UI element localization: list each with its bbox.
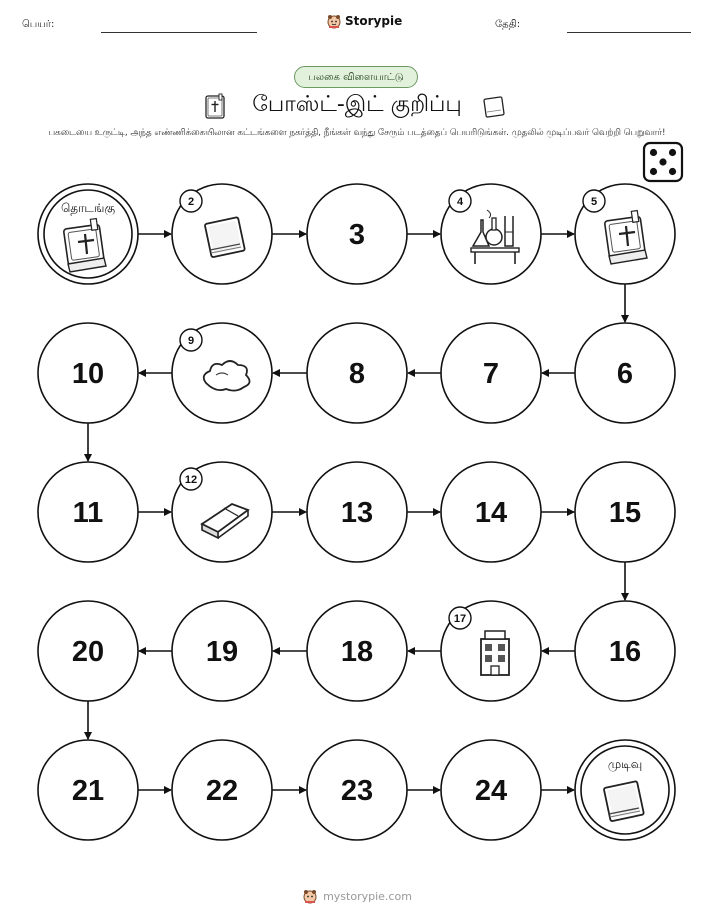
board-space-7[interactable] (441, 323, 541, 423)
finish-label: முடிவு (607, 757, 643, 771)
space-number: 5 (590, 196, 598, 208)
space-number: 19 (205, 636, 239, 668)
footer (0, 888, 714, 904)
start-label: தொடங்கு (60, 201, 116, 215)
space-number: 16 (608, 636, 642, 668)
board-space-15[interactable] (575, 462, 675, 562)
board-space-3[interactable] (307, 184, 407, 284)
board-space-12[interactable] (172, 462, 272, 562)
board-space-16[interactable] (575, 601, 675, 701)
space-number: 6 (616, 358, 634, 390)
space-number: 20 (71, 636, 105, 668)
board-space-14[interactable] (441, 462, 541, 562)
space-number: 24 (474, 775, 508, 807)
space-number: 7 (482, 358, 500, 390)
space-number: 11 (72, 497, 104, 529)
board-space-13[interactable] (307, 462, 407, 562)
space-number: 18 (340, 636, 374, 668)
space-number: 12 (184, 474, 198, 486)
start-space[interactable] (38, 184, 138, 284)
space-number: 8 (348, 358, 366, 390)
space-number: 23 (340, 775, 374, 807)
space-number: 15 (608, 497, 642, 529)
instructions-text: பகடையை உருட்டி, அந்த எண்ணிக்கையிலான கட்டங்களை நகர்த்தி, நீங்கள் வந்து சேரும் படத்தைப் பெயரிடுங்கள். முதலில் முடிப்பவர் வெற்றி பெறுவார்! (48, 128, 666, 138)
space-number: 13 (340, 497, 374, 529)
board-space-19[interactable] (172, 601, 272, 701)
space-number: 10 (71, 358, 105, 390)
finish-space[interactable] (575, 740, 675, 840)
storypie-logo-icon (302, 888, 318, 904)
board-space-18[interactable] (307, 601, 407, 701)
brand-name: Storypie (345, 14, 403, 28)
space-number: 22 (205, 775, 239, 807)
space-number: 17 (453, 613, 467, 625)
board-space-11[interactable] (38, 462, 138, 562)
date-label: தேதி: (495, 19, 521, 30)
board-space-5[interactable] (575, 184, 675, 284)
space-number: 4 (456, 196, 464, 208)
space-number: 21 (71, 775, 105, 807)
space-number: 3 (348, 219, 366, 251)
board-space-6[interactable] (575, 323, 675, 423)
board-space-23[interactable] (307, 740, 407, 840)
name-label: பெயர்: (22, 19, 55, 30)
space-number: 14 (474, 497, 508, 529)
sticky-note-icon (604, 781, 644, 821)
board-space-24[interactable] (441, 740, 541, 840)
space-number: 9 (187, 335, 195, 347)
page-title: போஸ்ட்-இட் குறிப்பு (252, 92, 462, 117)
space-number: 2 (187, 196, 195, 208)
board-space-9[interactable] (172, 323, 272, 423)
board-space-10[interactable] (38, 323, 138, 423)
board-space-2[interactable] (172, 184, 272, 284)
building-icon (481, 631, 509, 675)
board-space-4[interactable] (441, 184, 541, 284)
board-space-21[interactable] (38, 740, 138, 840)
footer-site[interactable]: mystorypie.com (323, 889, 412, 903)
board-space-22[interactable] (172, 740, 272, 840)
board-space-17[interactable] (441, 601, 541, 701)
subtitle-badge: பலகை விளையாட்டு (294, 66, 418, 88)
board-space-20[interactable] (38, 601, 138, 701)
sticky-note-icon (205, 217, 245, 257)
board-space-8[interactable] (307, 323, 407, 423)
